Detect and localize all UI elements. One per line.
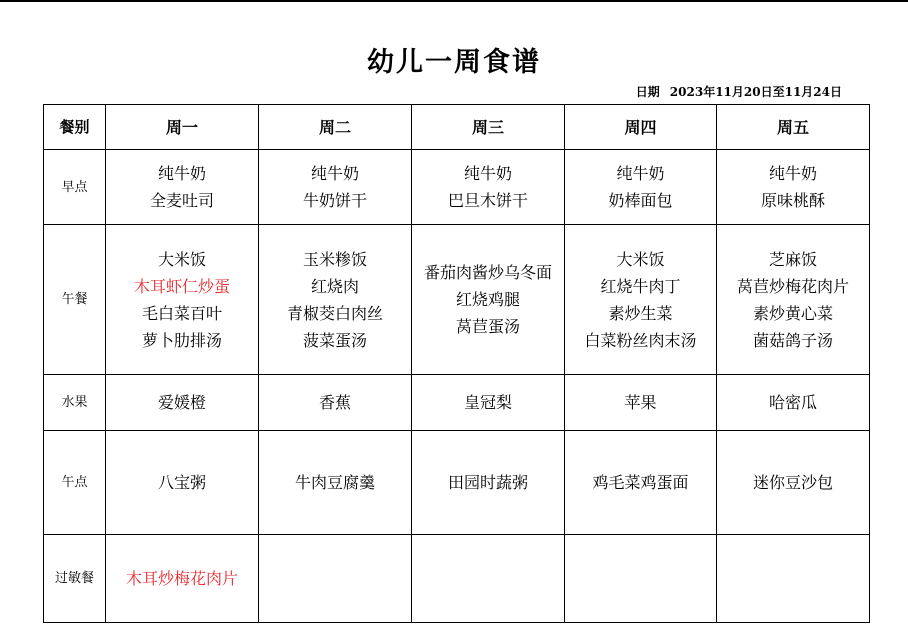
row-label-breakfast: 早点	[44, 150, 106, 225]
dish-item: 香蕉	[318, 393, 351, 412]
top-border-line	[0, 0, 908, 2]
dish-item: 全麦吐司	[149, 191, 214, 210]
date-range	[636, 83, 842, 100]
header-day-tue: 周二	[259, 105, 412, 150]
menu-row-fruit	[44, 375, 870, 431]
menu-cell-snack-fri	[717, 431, 870, 535]
dish-item: 青椒茭白肉丝	[286, 303, 383, 323]
menu-cell-breakfast-fri	[717, 150, 870, 225]
dish-item: 素炒黄心菜	[752, 303, 833, 323]
menu-cell-breakfast-thu	[565, 150, 717, 225]
menu-cell-allergy-tue	[259, 535, 412, 623]
row-label-allergy: 过敏餐	[44, 535, 106, 623]
header-meal-type: 餐别	[44, 105, 106, 150]
menu-cell-lunch-wed	[412, 225, 565, 375]
menu-cell-lunch-tue	[259, 225, 412, 375]
dish-item: 原味桃酥	[760, 191, 825, 210]
dish-item: 大米饭	[616, 249, 665, 269]
menu-cell-fruit-tue	[259, 375, 412, 431]
dish-item: 菌菇鸽子汤	[752, 330, 833, 350]
header-row	[44, 105, 870, 150]
dish-item: 纯牛奶	[616, 164, 665, 183]
dish-item: 玉米糁饭	[302, 249, 367, 269]
menu-cell-lunch-thu	[565, 225, 717, 375]
header-day-wed: 周三	[412, 105, 565, 150]
menu-cell-allergy-fri	[717, 535, 870, 623]
dish-item: 奶棒面包	[608, 191, 673, 210]
dish-item: 番茄肉酱炒乌冬面	[423, 263, 552, 282]
dish-item: 菠菜蛋汤	[302, 330, 367, 350]
menu-cell-allergy-mon	[106, 535, 259, 623]
menu-row-snack	[44, 431, 870, 535]
dish-item: 牛奶饼干	[302, 191, 367, 210]
dish-item: 芝麻饭	[768, 249, 817, 269]
menu-cell-snack-thu	[565, 431, 717, 535]
page-title: 幼儿一周食谱	[367, 47, 541, 78]
menu-cell-fruit-thu	[565, 375, 717, 431]
menu-cell-fruit-wed	[412, 375, 565, 431]
dish-item: 白菜粉丝肉末汤	[584, 330, 697, 350]
dish-item: 田园时蔬粥	[447, 473, 528, 492]
header-day-fri: 周五	[717, 105, 870, 150]
menu-cell-lunch-fri	[717, 225, 870, 375]
menu-row-lunch	[44, 225, 870, 375]
menu-row-breakfast	[44, 150, 870, 225]
dish-item: 皇冠梨	[463, 393, 512, 412]
dish-item: 木耳炒梅花肉片	[125, 569, 238, 588]
weekly-menu-table	[43, 104, 870, 623]
dish-item: 素炒生菜	[608, 303, 673, 323]
header-day-thu: 周四	[565, 105, 717, 150]
menu-cell-allergy-wed	[412, 535, 565, 623]
dish-item: 红烧肉	[310, 276, 359, 296]
date-label: 日期	[635, 85, 660, 99]
dish-item: 纯牛奶	[310, 164, 359, 183]
dish-item: 巴旦木饼干	[447, 191, 528, 210]
dish-item: 大米饭	[157, 249, 206, 269]
menu-cell-snack-mon	[106, 431, 259, 535]
menu-cell-breakfast-mon	[106, 150, 259, 225]
dish-item: 木耳虾仁炒蛋	[133, 276, 230, 296]
date-value: 2023年11月20日至11月24日	[669, 85, 842, 99]
dish-item: 萝卜肋排汤	[141, 330, 222, 350]
menu-cell-snack-wed	[412, 431, 565, 535]
menu-row-allergy	[44, 535, 870, 623]
dish-item: 八宝粥	[157, 473, 206, 492]
row-label-fruit: 水果	[44, 375, 106, 431]
row-label-snack: 午点	[44, 431, 106, 535]
dish-item: 苹果	[624, 393, 657, 412]
dish-item: 哈密瓜	[768, 393, 817, 412]
menu-cell-fruit-fri	[717, 375, 870, 431]
dish-item: 纯牛奶	[157, 164, 206, 183]
menu-cell-lunch-mon	[106, 225, 259, 375]
dish-item: 纯牛奶	[463, 164, 512, 183]
dish-item: 鸡毛菜鸡蛋面	[592, 473, 689, 492]
menu-cell-breakfast-wed	[412, 150, 565, 225]
header-day-mon: 周一	[106, 105, 259, 150]
dish-item: 牛肉豆腐羹	[294, 473, 375, 492]
dish-item: 红烧鸡腿	[455, 290, 520, 309]
menu-cell-breakfast-tue	[259, 150, 412, 225]
dish-item: 迷你豆沙包	[752, 473, 833, 492]
dish-item: 莴苣炒梅花肉片	[736, 276, 849, 296]
dish-item: 红烧牛肉丁	[600, 276, 681, 296]
row-label-lunch: 午餐	[44, 225, 106, 375]
dish-item: 爱媛橙	[157, 393, 206, 412]
menu-cell-fruit-mon	[106, 375, 259, 431]
menu-cell-snack-tue	[259, 431, 412, 535]
dish-item: 纯牛奶	[768, 164, 817, 183]
dish-item: 莴苣蛋汤	[455, 317, 520, 336]
dish-item: 毛白菜百叶	[141, 303, 222, 323]
menu-cell-allergy-thu	[565, 535, 717, 623]
